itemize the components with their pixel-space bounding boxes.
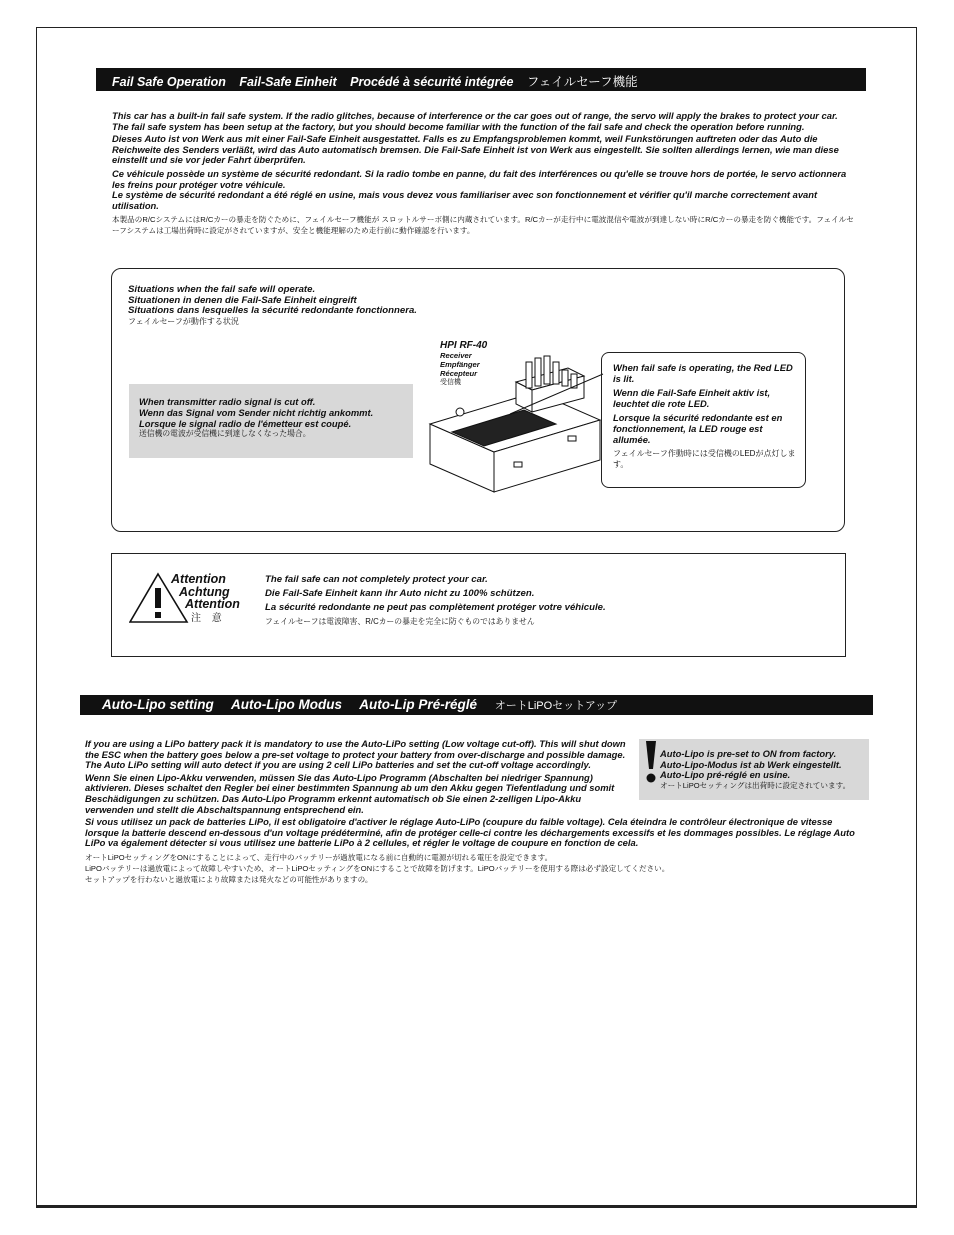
exclamation-icon xyxy=(646,741,656,783)
note-en: Auto-Lipo is pre-set to ON from factory. xyxy=(660,748,837,759)
fail-safe-intro xyxy=(112,111,854,238)
lipo-en: If you are using a LiPo battery pack it is mandatory to use the Auto-LiPo setting (Low voltage cut-off). This will shut down the ESC when the battery goes below a pre-set voltage to protect your battery from over-discharge and possible damage. The Auto LiPo setting will auto detect if you are using 2 cell LiPo batteries and set the cut-off voltage accordingly. xyxy=(85,738,626,771)
intro-de: Dieses Auto ist von Werk aus mit einer Fail-Safe Einheit ausgestattet. Falls es zu Empfangsproblemen kommt, weil Funkstörungen auftreten oder das Auto die Reichweite des Senders verläßt, wird das Auto automatisch bremsen. Die Fail-Safe Einheit ist von Werk aus eingestellt. Sie sollten allerdings lernen, wie man diese einstellt und sie vor jeder Fahrt überprüfen. xyxy=(112,133,839,166)
signal-cut-de: Wenn das Signal vom Sender nicht richtig ankommt. xyxy=(139,406,374,418)
receiver-en: Receiver xyxy=(440,351,472,360)
fail-safe-header xyxy=(96,68,866,91)
signal-cut-box xyxy=(129,384,413,458)
signal-cut-en: When transmitter radio signal is cut off. xyxy=(139,396,316,407)
lipo-jp-2: LiPOバッテリーは過放電によって故障しやすいため、オートLiPOセッティングをONにすることで故障を防げます。LiPOバッテリーを使用する際は必ず設定してください。 xyxy=(85,863,670,873)
fail-safe-title-fr: Procédé à sécurité intégrée xyxy=(350,75,514,89)
attention-text-jp: フェイルセーフは電波障害、R/Cカーの暴走を完全に防ぐものではありません xyxy=(265,617,535,626)
lipo-fr: Si vous utilisez un pack de batteries LiPo, il est obligatoire d'activer le réglage Auto-LiPo (coupure du faible voltage). Cela éteindra le contrôleur électronique de vitesse lorsque la batterie descend en-dessous d'un voltage prédéterminé, afin de protéger celle-ci contre les déchargements excessifs et les dommages possibles. Le réglage Auto LiPo va également détecter si vous utilisez une batterie LiPo à 2 cellules, et régler le voltage de coupure en fonction de cela. xyxy=(85,816,855,849)
auto-lipo-title-fr: Auto-Lip Pré-réglé xyxy=(359,697,477,712)
signal-cut-jp: 送信機の電波が受信機に到達しなくなった場合。 xyxy=(139,429,311,439)
led-en: When fail safe is operating, the Red LED is lit. xyxy=(613,362,793,384)
situations-heading xyxy=(128,285,417,327)
attention-text-fr: La sécurité redondante ne peut pas complètement protéger votre véhicule. xyxy=(265,602,606,613)
auto-lipo-title-jp: オートLiPOセットアップ xyxy=(494,700,618,712)
intro-fr-1: Ce véhicule possède un système de sécurité redondant. Si la radio tombe en panne, du fait des interférences ou qu'elle se trouve hors de portée, le servo actionnera les freins pour protéger votre véhicule. xyxy=(112,167,847,190)
receiver-model: HPI RF-40 xyxy=(440,340,488,351)
intro-jp: 本製品のR/CシステムにはR/Cカーの暴走を防ぐために、フェイルセーフ機能が スロットルサーボ側に内蔵されています。R/Cカーが走行中に電波混信や電波が到達しない時にR/Cカーの暴走を防ぐ機能です。フェイルセーフシステムは工場出荷時に設定がされていますが、安全と機能理解のため走行前に動作確認を行います。 xyxy=(112,215,854,236)
situations-en: Situations when the fail safe will operate. xyxy=(128,284,316,295)
attention-de: Achtung xyxy=(179,584,230,599)
auto-lipo-title-en: Auto-Lipo setting xyxy=(102,697,214,712)
attention-text-de: Die Fail-Safe Einheit kann ihr Auto nicht zu 100% schützen. xyxy=(265,588,535,599)
attention-en: Attention xyxy=(171,572,226,586)
note-de: Auto-Lipo-Modus ist ab Werk eingestellt. xyxy=(660,758,842,770)
led-de: Wenn die Fail-Safe Einheit aktiv ist, leuchtet die rote LED. xyxy=(613,387,771,409)
receiver-de: Empfänger xyxy=(440,360,480,369)
auto-lipo-note xyxy=(639,739,869,800)
situations-de: Situationen in denen die Fail-Safe Einheit eingreift xyxy=(128,294,357,306)
led-fr: Lorsque la sécurité redondante est en fonctionnement, la LED rouge est allumée. xyxy=(613,412,783,445)
led-callout xyxy=(601,352,806,488)
fail-safe-title-jp: フェイルセーフ機能 xyxy=(526,75,638,89)
note-jp: オートLiPOセッティングは出荷時に設定されています。 xyxy=(660,780,851,790)
lipo-jp-1: オートLiPOセッティングをONにすることによって、走行中のバッテリーが過放電になる前に自動的に電源が切れる電圧を設定できます。 xyxy=(85,852,553,862)
auto-lipo-title-de: Auto-Lipo Modus xyxy=(230,697,342,712)
intro-fr-2: Le système de sécurité redondant a été réglé en usine, mais vous devez vous familiariser avec son fonctionnement et vérifier qu'il marche correctement avant utilisation. xyxy=(112,189,818,211)
note-fr: Auto-Lipo pré-réglé en usine. xyxy=(660,769,791,781)
attention-text xyxy=(265,573,606,629)
lipo-jp-3: セットアップを行わないと過放電により故障または発火などの可能性がありますの。 xyxy=(85,874,373,884)
receiver-fr: Récepteur xyxy=(440,369,478,378)
led-jp: フェイルセーフ作動時には受信機のLEDが点灯します。 xyxy=(613,449,796,469)
intro-en: This car has a built-in fail safe system. If the radio glitches, because of interference or the car goes out of range, the servo will apply the brakes to protect your car. The fail safe system has been setup at the factory, but you should become familiar with the function of the fail safe and check the operation before running. xyxy=(112,110,838,132)
situations-jp: フェイルセーフが動作する状況 xyxy=(128,316,239,326)
auto-lipo-header xyxy=(80,695,873,715)
attention-jp: 注 意 xyxy=(191,612,226,624)
attention-text-en: The fail safe can not completely protect your car. xyxy=(265,574,488,585)
situations-fr: Situations dans lesquelles la sécurité redondante fonctionnera. xyxy=(128,305,417,317)
fail-safe-title-en: Fail Safe Operation xyxy=(112,75,226,89)
lipo-de: Wenn Sie einen Lipo-Akku verwenden, müssen Sie das Auto-Lipo Programm (Abschalten bei niedriger Spannung) aktivieren. Dieses schaltet den Regler bei einer bestimmten Spannung ab um den Akku gegen Tiefentladung und somit Beschädigungen zu schützen. Das Auto-Lipo Programm erkennt automatisch ob Sie einen 2-zelligen Lipo-Akku verwenden und stellt die Abschaltspannung entsprechend ein. xyxy=(85,771,615,815)
fail-safe-title-de: Fail-Safe Einheit xyxy=(239,75,337,89)
receiver-label xyxy=(440,340,487,387)
attention-fr: Attention xyxy=(185,597,240,611)
signal-cut-fr: Lorsque le signal radio de l'émetteur est coupé. xyxy=(139,417,352,429)
attention-words xyxy=(171,573,240,626)
receiver-jp: 受信機 xyxy=(440,379,461,386)
